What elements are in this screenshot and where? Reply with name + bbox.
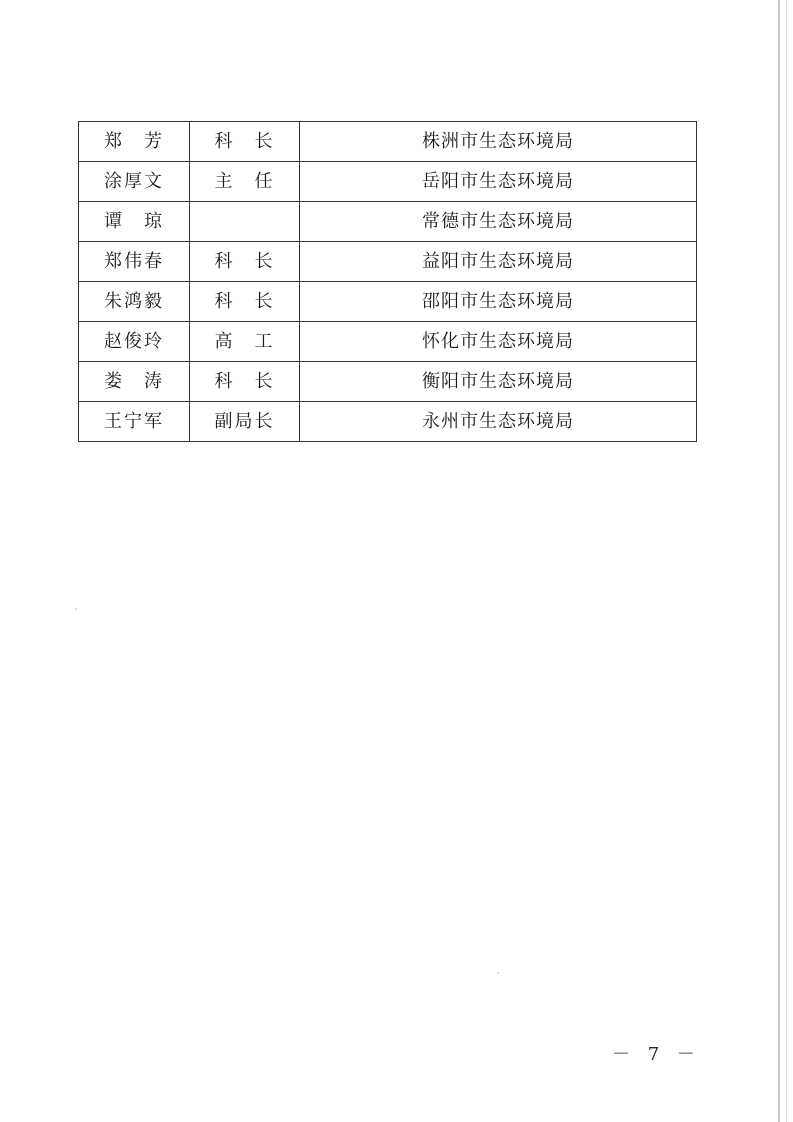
scan-speck bbox=[497, 972, 499, 974]
table-row bbox=[79, 202, 697, 242]
person-title: 科 长 bbox=[190, 242, 300, 282]
scan-edge bbox=[778, 0, 780, 1122]
person-name: 郑 芳 bbox=[79, 122, 190, 162]
person-organization: 永州市生态环境局 bbox=[300, 402, 697, 442]
person-name: 涂厚文 bbox=[79, 162, 190, 202]
table-row bbox=[79, 242, 697, 282]
person-title: 高 工 bbox=[190, 322, 300, 362]
person-organization: 衡阳市生态环境局 bbox=[300, 362, 697, 402]
person-name: 王宁军 bbox=[79, 402, 190, 442]
person-title: 副局长 bbox=[190, 402, 300, 442]
person-organization: 益阳市生态环境局 bbox=[300, 242, 697, 282]
person-organization: 邵阳市生态环境局 bbox=[300, 282, 697, 322]
person-name: 郑伟春 bbox=[79, 242, 190, 282]
scan-edge-shadow bbox=[786, 0, 787, 1122]
person-name: 朱鸿毅 bbox=[79, 282, 190, 322]
person-title: 主 任 bbox=[190, 162, 300, 202]
person-name: 赵俊玲 bbox=[79, 322, 190, 362]
table-row bbox=[79, 282, 697, 322]
table-row bbox=[79, 162, 697, 202]
table-row bbox=[79, 122, 697, 162]
person-organization: 怀化市生态环境局 bbox=[300, 322, 697, 362]
page-number: － 7 － bbox=[612, 1044, 701, 1065]
person-organization: 岳阳市生态环境局 bbox=[300, 162, 697, 202]
personnel-table bbox=[78, 121, 697, 442]
table-row bbox=[79, 402, 697, 442]
table-row bbox=[79, 322, 697, 362]
person-title: 科 长 bbox=[190, 362, 300, 402]
table-row bbox=[79, 362, 697, 402]
person-title bbox=[190, 202, 300, 242]
scan-speck bbox=[75, 608, 77, 610]
person-name: 娄 涛 bbox=[79, 362, 190, 402]
person-name: 谭 琼 bbox=[79, 202, 190, 242]
person-title: 科 长 bbox=[190, 282, 300, 322]
person-organization: 株洲市生态环境局 bbox=[300, 122, 697, 162]
person-organization: 常德市生态环境局 bbox=[300, 202, 697, 242]
person-title: 科 长 bbox=[190, 122, 300, 162]
